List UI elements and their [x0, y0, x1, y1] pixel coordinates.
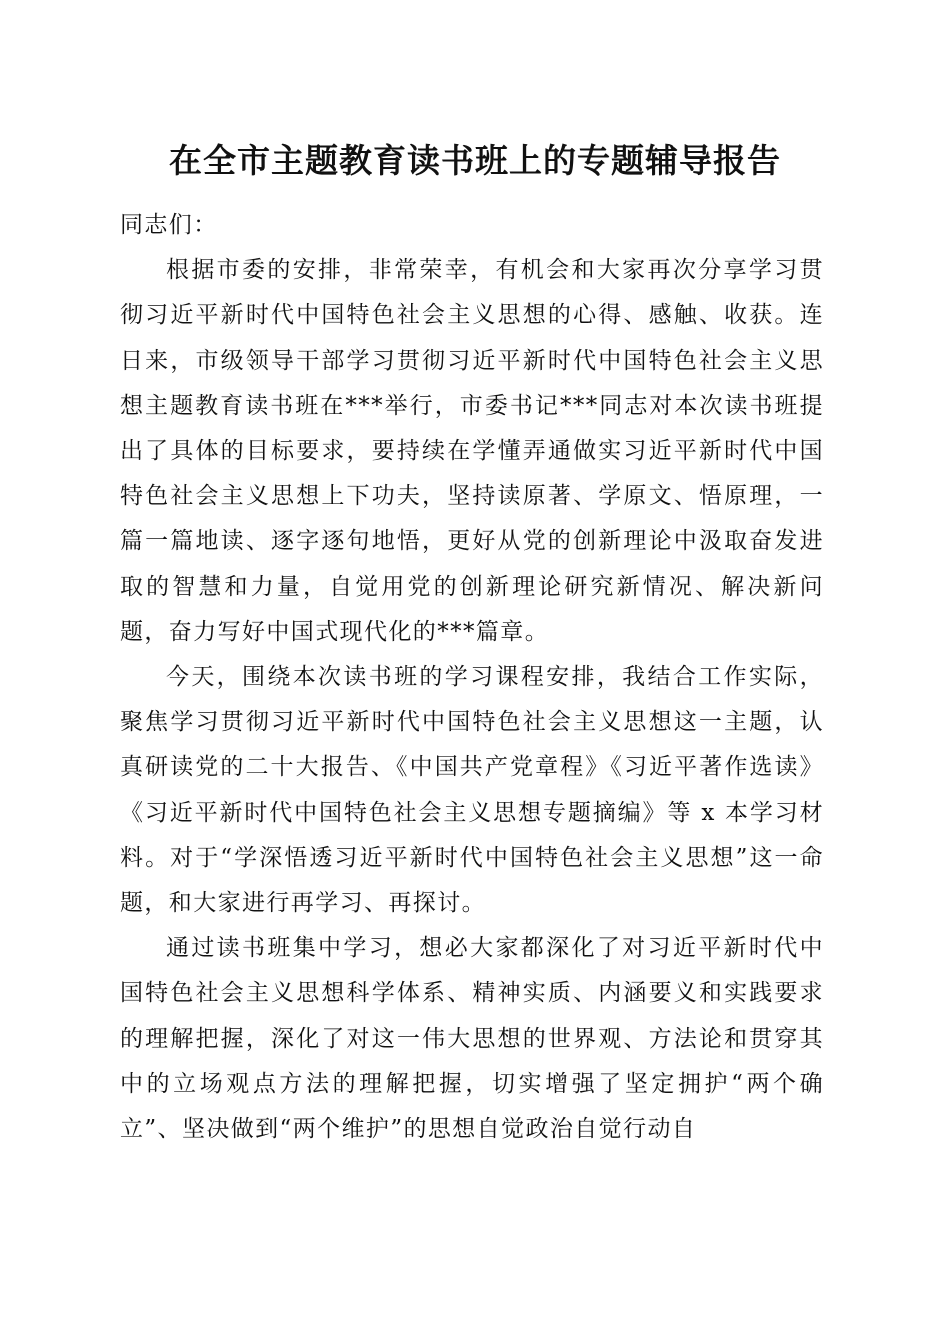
- document-title: 在全市主题教育读书班上的专题辅导报告: [169, 141, 781, 180]
- paragraph-3: 通过读书班集中学习，想必大家都深化了对习近平新时代中国特色社会主义思想科学体系、精神实质、内涵要义和实践要求的理解把握，深化了对这一伟大思想的世界观、方法论和贯穿其中的立场观点方法的理解把握，切实增强了坚定拥护“两个确立”、坚决做到“两个维护”的思想自觉政治自觉行动自: [120, 935, 824, 1143]
- salutation: 同志们：: [120, 212, 218, 238]
- paragraph-2: 今天，围绕本次读书班的学习课程安排，我结合工作实际，聚焦学习贯彻习近平新时代中国特色社会主义思想这一主题，认真研读党的二十大报告、《中国共产党章程》《习近平著作选读》《习近平新时代中国特色社会主义思想专题摘编》等 x 本学习材料。对于“学深悟透习近平新时代中国特色社会主义思想”这一命题，和大家进行再学习、再探讨。: [120, 664, 824, 917]
- paragraph-1: 根据市委的安排，非常荣幸，有机会和大家再次分享学习贯彻习近平新时代中国特色社会主义思想的心得、感触、收获。连日来，市级领导干部学习贯彻习近平新时代中国特色社会主义思想主题教育读书班在***举行，市委书记***同志对本次读书班提出了具体的目标要求，要持续在学懂弄通做实习近平新时代中国特色社会主义思想上下功夫，坚持读原著、学原文、悟原理，一篇一篇地读、逐字逐句地悟，更好从党的创新理论中汲取奋发进取的智慧和力量，自觉用党的创新理论研究新情况、解决新问题，奋力写好中国式现代化的***篇章。: [120, 257, 824, 645]
- document-body: [120, 203, 824, 1152]
